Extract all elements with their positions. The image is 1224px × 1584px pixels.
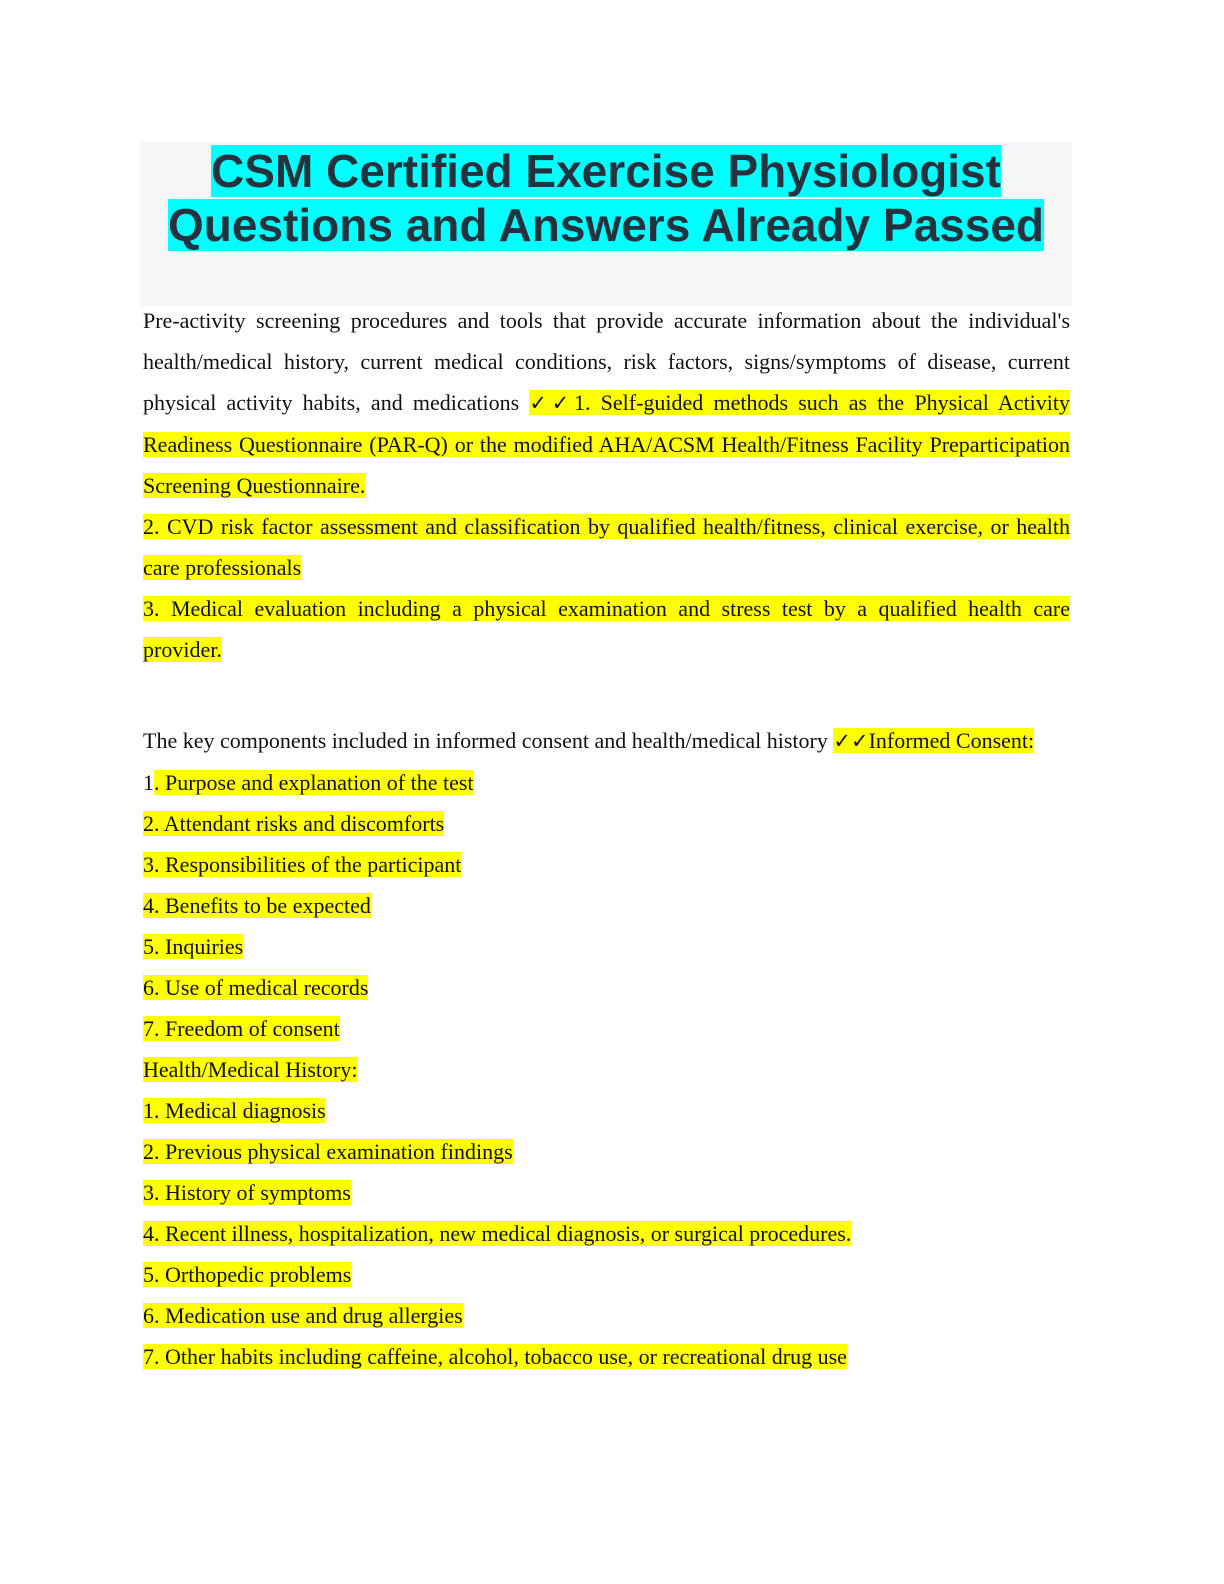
- history-item: 1. Medical diagnosis: [143, 1098, 326, 1123]
- consent-item: 2. Attendant risks and discomforts: [143, 811, 445, 836]
- history-heading: Health/Medical History:: [143, 1057, 358, 1082]
- title-line-2: Questions and Answers Already Passed: [167, 199, 1045, 251]
- question-2-text: The key components included in informed consent and health/medical history: [143, 728, 828, 753]
- double-check-icon: ✓✓: [529, 391, 574, 415]
- consent-item: 5. Inquiries: [143, 934, 244, 959]
- answer-1-lead-text: 1. Self-guided methods such as the Physical Activity Readiness Questionnaire (PAR-Q) or the modified AHA/ACSM Health/Fitness Facility Preparticipation Screening Questionnaire.: [143, 390, 1070, 498]
- question-1: [143, 300, 1070, 506]
- consent-item-text: . Purpose and explanation of the test: [154, 770, 474, 795]
- answer-2-lead-text: Informed Consent:: [868, 728, 1035, 753]
- answer-2-lead: [833, 728, 1034, 753]
- history-item: 2. Previous physical examination findings: [143, 1139, 513, 1164]
- history-item: 5. Orthopedic problems: [143, 1262, 352, 1287]
- consent-item: [143, 762, 1070, 803]
- answer-1-item: 3. Medical evaluation including a physical examination and stress test by a qualified health care provider.: [143, 596, 1070, 662]
- consent-item: 4. Benefits to be expected: [143, 893, 371, 918]
- title-line-1: CSM Certified Exercise Physiologist: [211, 145, 1001, 197]
- consent-item-number: 1: [143, 770, 154, 795]
- consent-item: 3. Responsibilities of the participant: [143, 852, 462, 877]
- title-banner: [140, 142, 1072, 306]
- history-item: 7. Other habits including caffeine, alcohol, tobacco use, or recreational drug use: [143, 1344, 847, 1369]
- document-title: [140, 142, 1072, 252]
- question-2: [143, 720, 1070, 762]
- answer-1-item: 2. CVD risk factor assessment and classification by qualified health/fitness, clinical exercise, or health care professionals: [143, 514, 1070, 580]
- history-item: 3. History of symptoms: [143, 1180, 351, 1205]
- consent-item: 7. Freedom of consent: [143, 1016, 340, 1041]
- consent-item: 6. Use of medical records: [143, 975, 369, 1000]
- history-item: 6. Medication use and drug allergies: [143, 1303, 463, 1328]
- history-item: 4. Recent illness, hospitalization, new medical diagnosis, or surgical procedures.: [143, 1221, 852, 1246]
- question-1-text: Pre-activity screening procedures and tools that provide accurate information about the individual's health/medical history, current medical conditions, risk factors, signs/symptoms of disease, current physical activity habits, and medications: [143, 308, 1070, 415]
- question-block-2: [143, 720, 1070, 1377]
- double-check-icon: ✓✓: [833, 729, 869, 753]
- question-block-1: [143, 300, 1070, 670]
